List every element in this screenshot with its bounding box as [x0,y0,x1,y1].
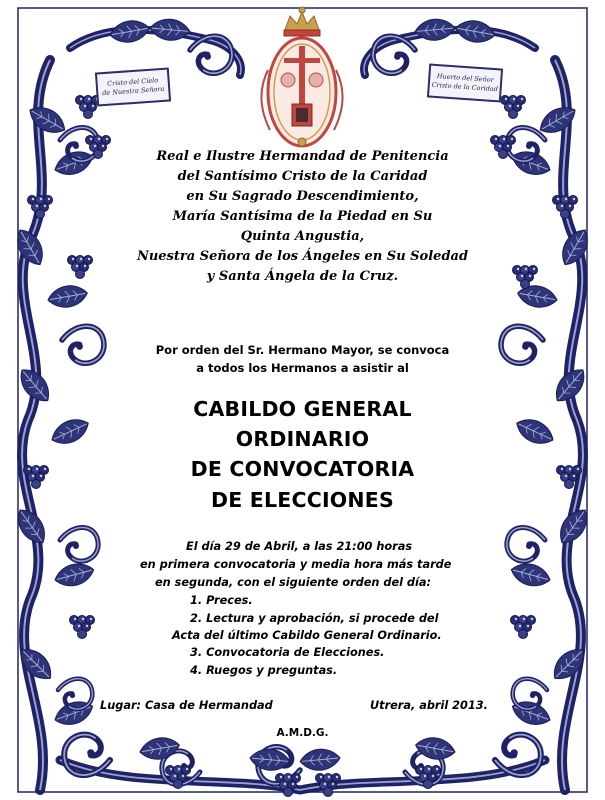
right-plaque-line-2: Cristo de la Caridad [431,80,499,94]
title-line-2: ORDINARIO [235,427,370,451]
place-label: Lugar: Casa de Hermandad [100,699,273,712]
heading-line-4: María Santísima de la Piedad en Su [172,209,433,224]
heading-line-2: del Santísimo Cristo de la Caridad [177,169,428,184]
body-line-2: en primera convocatoria y media hora más tarde [140,558,452,571]
heading-line-3: en Su Sagrado Descendimiento, [186,189,419,204]
heading-line-1: Real e Ilustre Hermandad de Penitencia [156,149,449,164]
intro-line-1: Por orden del Sr. Hermano Mayor, se convoca [155,343,450,357]
date-label: Utrera, abril 2013. [370,699,488,712]
heading-line-7: y Santa Ángela de la Cruz. [206,269,399,284]
title-line-1: CABILDO GENERAL [193,397,412,421]
left-plaque-line-1: Cristo del Cíelo [106,76,159,88]
title-line-4: DE ELECCIONES [211,488,394,512]
intro-line-2: a todos los Hermanos a asistir al [196,361,409,375]
body-line-3: en segunda, con el siguiente orden del día: [155,576,432,589]
heading-line-5: Quinta Angustia, [240,229,365,244]
right-plaque-line-1: Huerto del Señor [436,72,495,84]
agenda-item-4: 4. Ruegos y preguntas. [190,664,338,677]
left-plaque-line-2: de Nuestra Señora [101,84,165,98]
agenda-item-3: 3. Convocatoria de Elecciones. [190,646,385,659]
amdg-label: A.M.D.G. [276,727,329,739]
body-line-1: El día 29 de Abril, a las 21:00 horas [186,540,413,553]
title-line-3: DE CONVOCATORIA [190,457,415,481]
agenda-item-2: 2. Lectura y aprobación, si procede del [190,612,439,625]
agenda-item-1: 1. Preces. [190,594,253,607]
agenda-item-2-cont: Acta del último Cabildo General Ordinario. [172,629,442,642]
heading-line-6: Nuestra Señora de los Ángeles en Su Soledad [136,249,469,264]
